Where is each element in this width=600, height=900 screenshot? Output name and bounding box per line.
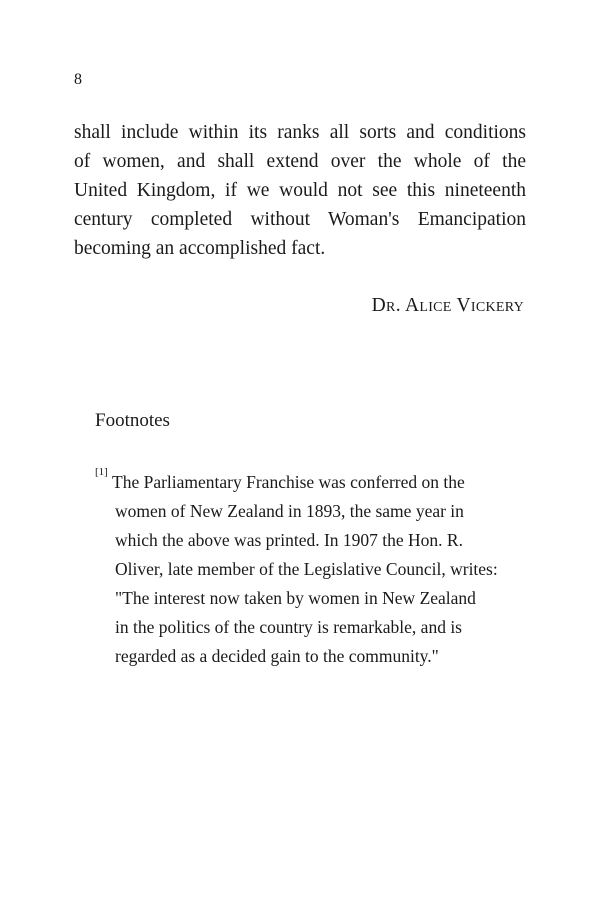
body-line: century completed without Woman's Emancipation bbox=[74, 209, 526, 230]
author-signature bbox=[372, 292, 524, 320]
author-name: Dr. Alice Vickery bbox=[371, 295, 524, 316]
footnote-line: in the politics of the country is remarkable, and is bbox=[115, 617, 462, 637]
footnote-item bbox=[95, 468, 515, 671]
footnote-line: Oliver, late member of the Legislative Council, writes: bbox=[115, 559, 498, 579]
footnote-line: The Parliamentary Franchise was conferred on the bbox=[112, 472, 465, 492]
footnotes-heading: Footnotes bbox=[95, 410, 170, 431]
footnote-line: regarded as a decided gain to the community." bbox=[115, 646, 439, 666]
footnote-line: "The interest now taken by women in New Zealand bbox=[115, 588, 476, 608]
body-line: of women, and shall extend over the whole of the bbox=[74, 151, 526, 172]
page-number: 8 bbox=[74, 71, 82, 88]
body-paragraph bbox=[74, 118, 526, 263]
footnote-line: which the above was printed. In 1907 the Hon. R. bbox=[115, 530, 463, 550]
body-line: United Kingdom, if we would not see this nineteenth bbox=[74, 180, 526, 201]
body-line: becoming an accomplished fact. bbox=[74, 238, 326, 259]
body-line: shall include within its ranks all sorts and conditions bbox=[74, 122, 526, 143]
footnote-line: women of New Zealand in 1893, the same year in bbox=[115, 501, 464, 521]
footnote-marker[interactable]: [1] bbox=[95, 466, 108, 478]
